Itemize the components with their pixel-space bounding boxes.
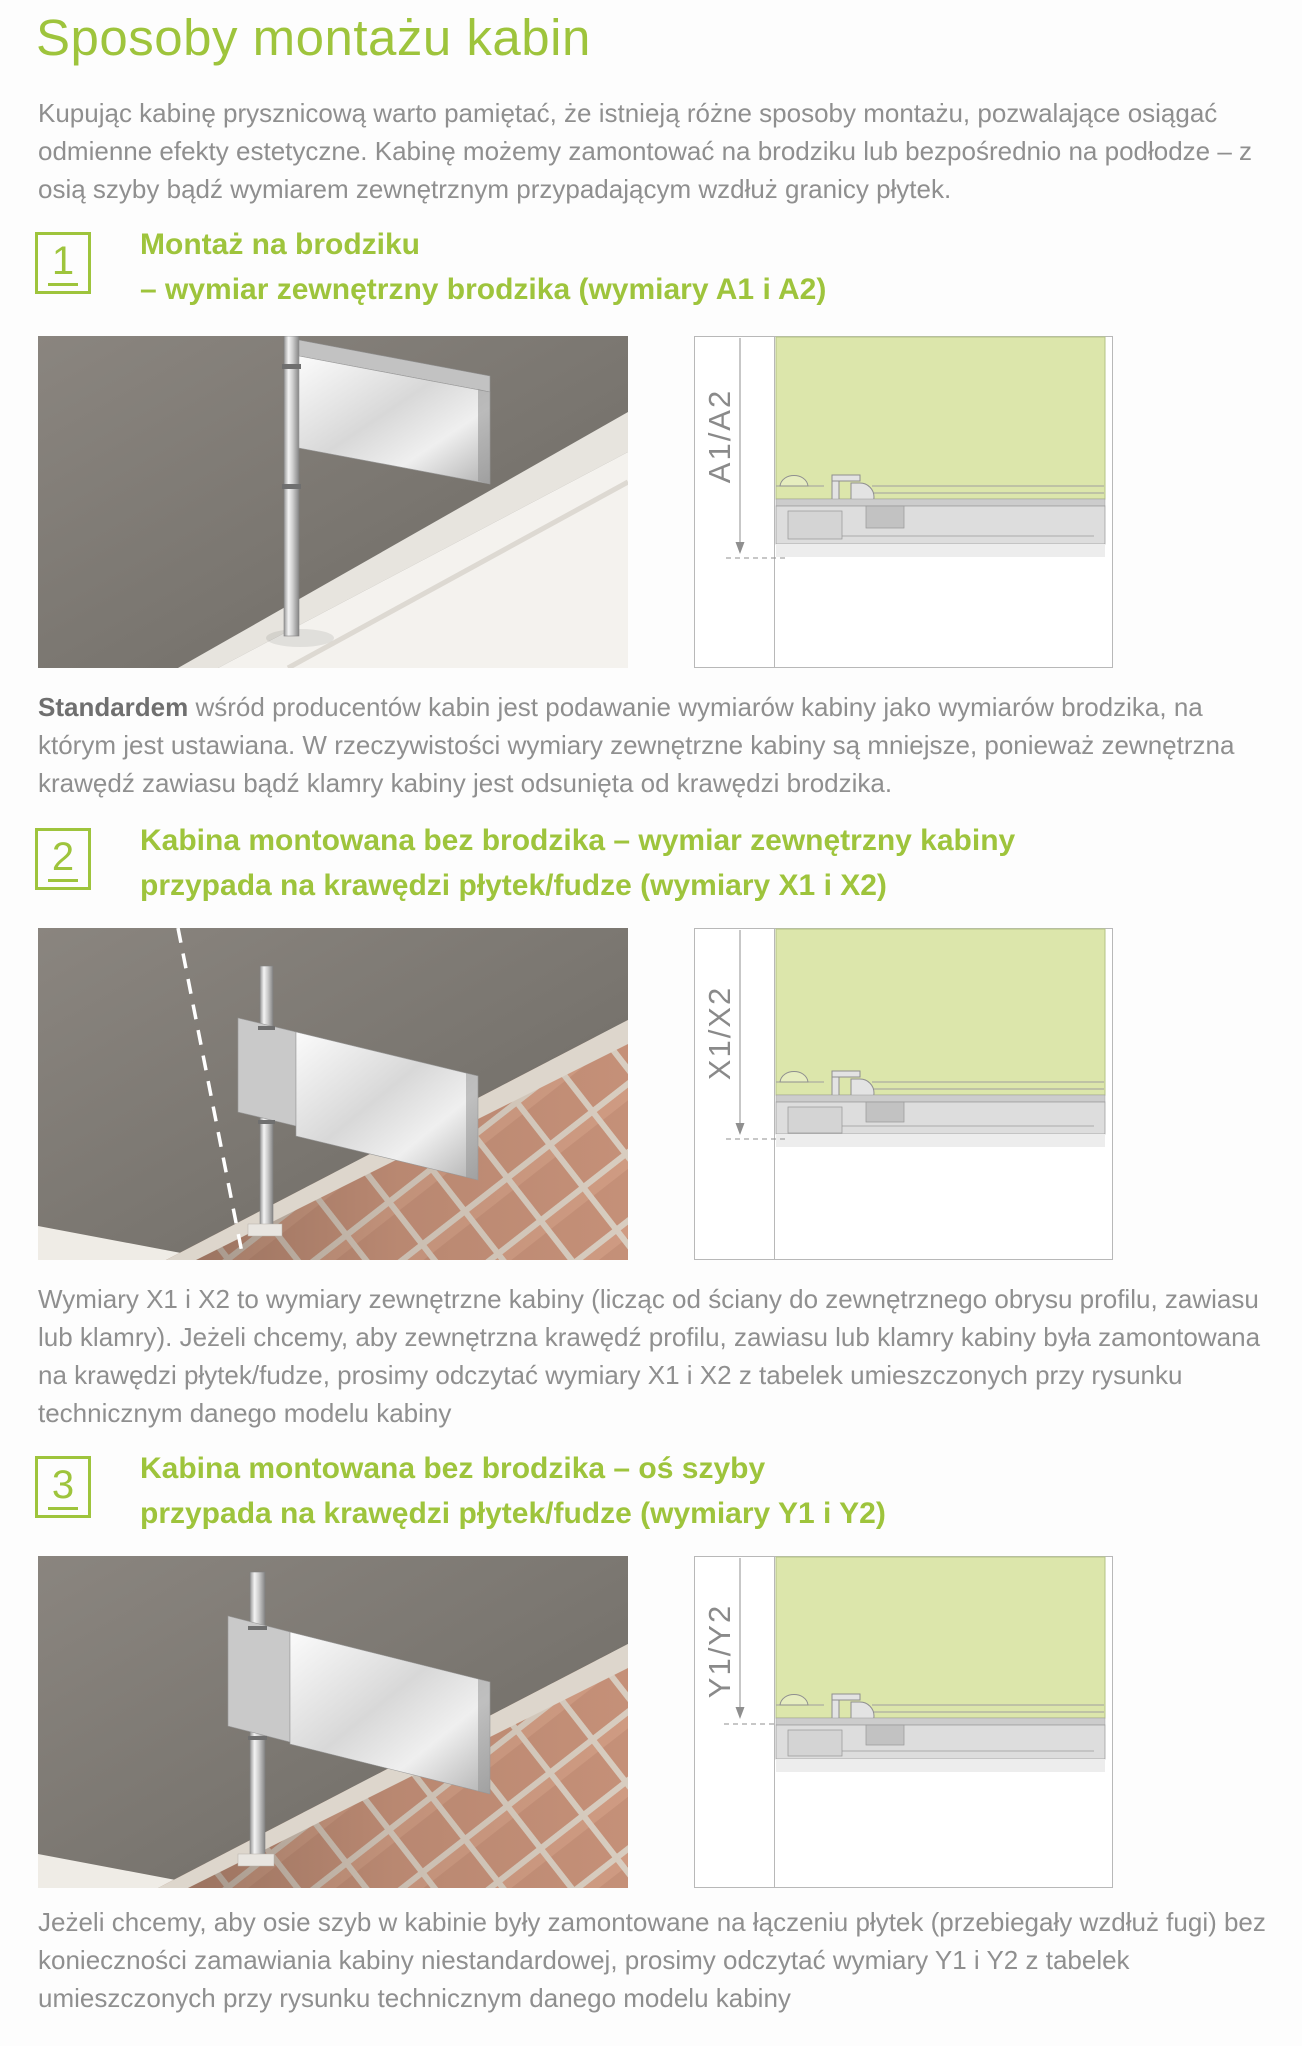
dimension-label: Y1/Y2 — [702, 1603, 737, 1699]
hinge-plate-wall — [228, 1616, 290, 1742]
hinge-on-tiles-photo — [38, 928, 628, 1260]
section2-number: 2 — [48, 837, 78, 882]
section1-photo — [38, 336, 628, 668]
hinge-knuckle — [248, 1626, 267, 1630]
section1-number-box — [35, 232, 91, 294]
glass-panel — [776, 929, 1105, 1095]
section2-number-box — [35, 828, 91, 890]
wall-profile-hook — [832, 475, 860, 481]
drain-recess — [866, 1725, 904, 1745]
dimension-label: A1/A2 — [702, 388, 737, 484]
section3-heading-line1: Kabina montowana bez brodzika – oś szyby — [140, 1452, 766, 1485]
hinge-plate-edge — [466, 1073, 478, 1180]
dimension-diagram-a — [694, 336, 1113, 668]
hinge-plate-edge — [478, 1679, 490, 1794]
hinge-knuckle — [248, 1736, 267, 1740]
shadow-band — [776, 1134, 1105, 1147]
tray-edge-block — [788, 511, 842, 539]
section3-heading-line2: przypada na krawędzi płytek/fudze (wymiary Y1 i Y2) — [140, 1497, 886, 1530]
section1-heading-line2: – wymiar zewnętrzny brodzika (wymiary A1 i A2) — [140, 273, 827, 306]
glass-panel — [776, 1557, 1105, 1718]
section3-heading — [140, 1446, 886, 1536]
section1-heading — [140, 222, 826, 312]
page-title: Sposoby montażu kabin — [36, 9, 591, 66]
floor-edge-block — [788, 1730, 842, 1756]
drain-recess — [866, 1102, 904, 1122]
wall-profile-hook — [832, 1071, 860, 1077]
section1-number: 1 — [48, 241, 78, 286]
intro-paragraph: Kupując kabinę prysznicową warto pamiętać, że istnieją różne sposoby montażu, pozwalające osiągać odmienne efekty estetyczne. Kabinę możemy zamontować na brodziku lub bezpośrednio na podłodze – z osią szyby bądź wymiarem zewnętrznym przypadającym wzdłuż granicy płytek. — [38, 98, 1253, 204]
section1-paragraph — [38, 688, 1286, 802]
hinge-plate-edge — [478, 389, 490, 484]
hinge-knuckle — [258, 1120, 275, 1124]
section1-heading-line1: Montaż na brodziku — [140, 228, 420, 261]
profile-base — [248, 1224, 282, 1236]
section1-diagram — [694, 336, 1113, 668]
wall-profile-hook — [832, 1694, 860, 1700]
section2-heading-line1: Kabina montowana bez brodzika – wymiar zewnętrzny kabiny — [140, 824, 1016, 857]
drain-recess — [866, 506, 904, 528]
shadow-band — [776, 1759, 1105, 1772]
section3-diagram — [694, 1556, 1113, 1888]
hinge-on-tiles-photo — [38, 1556, 628, 1888]
section2-paragraph — [38, 1280, 1286, 1432]
section3-paragraph — [38, 1903, 1286, 2017]
tile-band — [776, 1095, 1105, 1102]
section3-photo — [38, 1556, 628, 1888]
shadow — [266, 629, 334, 647]
shadow-band — [776, 544, 1105, 557]
hinge-plate-wall — [238, 1018, 296, 1126]
glass-panel — [776, 337, 1105, 499]
section3-number: 3 — [48, 1465, 78, 1510]
dimension-diagram-y — [694, 1556, 1113, 1888]
tile-band — [776, 1718, 1105, 1725]
hinge-knuckle — [282, 364, 301, 369]
floor-edge-block — [788, 1107, 842, 1133]
section2-photo — [38, 928, 628, 1260]
hinge-knuckle — [282, 484, 301, 489]
section1-paragraph-lead: Standardem — [38, 692, 189, 722]
hinge-knuckle — [258, 1026, 275, 1030]
section1-paragraph-rest: wśród producentów kabin jest podawanie wymiarów kabiny jako wymiarów brodzika, na którym jest ustawiana. W rzeczywistości wymiary zewnętrzne kabiny są mniejsze, ponieważ zewnętrzna krawędź zawiasu bądź klamry kabiny jest odsunięta od krawędzi brodzika. — [38, 692, 1235, 798]
section2-heading-line2: przypada na krawędzi płytek/fudze (wymiary X1 i X2) — [140, 869, 887, 902]
section3-number-box — [35, 1456, 91, 1518]
dimension-diagram-x — [694, 928, 1113, 1260]
profile-base — [238, 1854, 274, 1866]
dimension-label: X1/X2 — [702, 985, 737, 1081]
tile-band — [776, 499, 1105, 506]
section3-paragraph-rest: Jeżeli chcemy, aby osie szyb w kabinie były zamontowane na łączeniu płytek (przebiegały wzdłuż fugi) bez konieczności zamawiania kabiny niestandardowej, prosimy odczytać wymiary Y1 i Y2 z tabelek umieszczonych przy rysunku technicznym danego modelu kabiny — [38, 1907, 1266, 2013]
hinge-on-tray-photo — [38, 336, 628, 668]
section2-paragraph-rest: Wymiary X1 i X2 to wymiary zewnętrzne kabiny (licząc od ściany do zewnętrznego obrysu profilu, zawiasu lub klamry). Jeżeli chcemy, aby zewnętrzna krawędź profilu, zawiasu lub klamry kabiny była zamontowana na krawędzi płytek/fudze, prosimy odczytać wymiary X1 i X2 z tabelek umieszczonych przy rysunku technicznym danego modelu kabiny — [38, 1284, 1261, 1428]
section2-diagram — [694, 928, 1113, 1260]
section2-heading — [140, 818, 1015, 908]
